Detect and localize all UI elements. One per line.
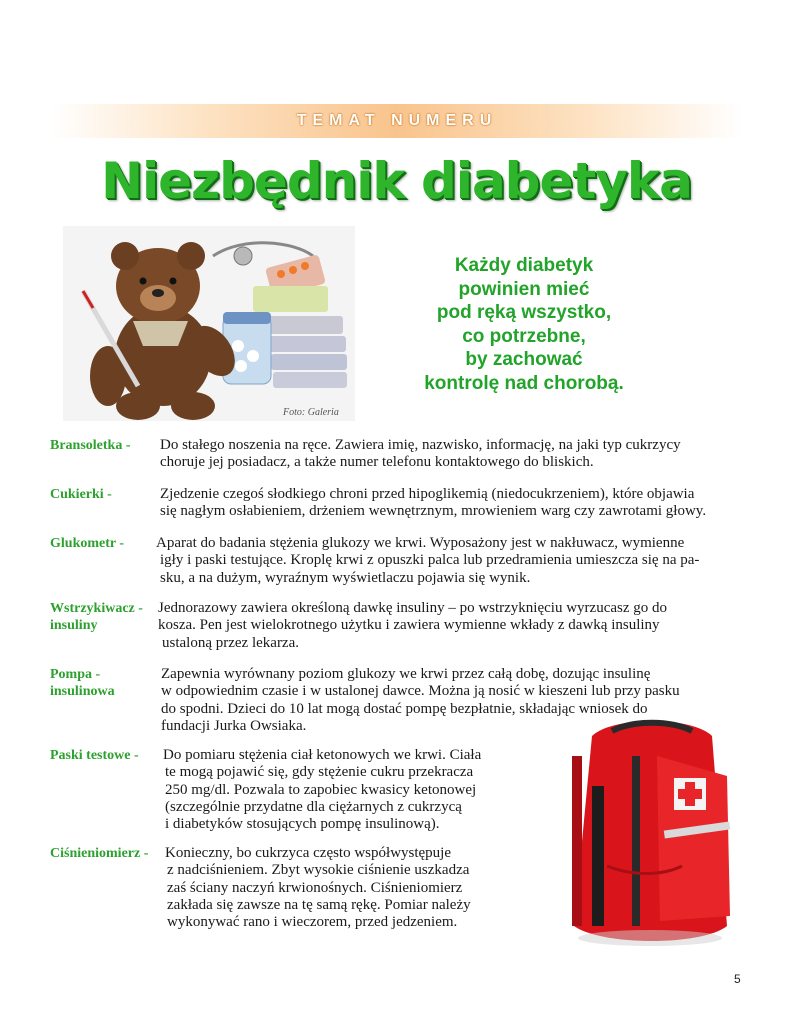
section-banner [52,104,742,138]
section-banner-label: TEMAT NUMERU [296,112,498,129]
entry-line: (szczególnie przydatne dla ciężarnych z cukrzycą [165,798,462,815]
entry-line: się nagłym osłabieniem, drżeniem wewnętrznym, mrowieniem warg czy zawrotami głowy. [160,503,707,520]
entry-line: kosza. Pen jest wielokrotnego użytku i zawiera wymienne wkłady z dawką insuliny [158,617,660,634]
entry-line: 250 mg/dl. Pozwala to zapobiec kwasicy ketonowej [165,781,477,798]
entry-insulin-pen-text [158,600,667,652]
term-line: insulinowa [50,684,115,700]
entry-candies-text [160,486,706,521]
entry-line: Aparat do badania stężenia glukozy we krwi. Wyposażony jest w nakłuwacz, wymienne [156,535,685,551]
page-number: 5 [734,972,741,986]
page-title: Niezbędnik diabetyka [101,152,692,210]
entry-line: Konieczny, bo cukrzyca często współwystępuje [165,845,452,861]
term-line: Pompa - [50,667,101,682]
term-insulin-pen [50,600,143,635]
lead-line: Każdy diabetyk [454,255,594,276]
term-line: insuliny [50,618,98,634]
entry-line: Jednorazowy zawiera określoną dawkę insuliny – po wstrzyknięciu wyrzucasz go do [158,600,668,616]
lead-line: kontrolę nad chorobą. [424,372,624,394]
lead-line: co potrzebne, [462,325,586,347]
entry-line: Zjedzenie czegoś słodkiego chroni przed hipoglikemią (niedocukrzeniem), które objawia [160,486,695,502]
first-aid-backpack-photo [552,716,748,950]
entry-bracelet-text [160,437,681,472]
term-test-strips: Paski testowe - [50,748,139,763]
entry-line: z nadciśnieniem. Zbyt wysokie ciśnienie uszkadza [167,862,470,879]
term-glucometer: Glukometr - [50,536,125,551]
entry-line: te mogą pojawić się, gdy stężenie cukru przekracza [165,764,474,781]
lead-line: by zachować [465,349,583,370]
lead-line: pod ręką wszystko, [436,302,612,323]
entry-line: Do stałego noszenia na ręce. Zawiera imię, nazwisko, informację, na jaki typ cukrzycy [160,437,681,453]
entry-line: igły i paski testujące. Kroplę krwi z opuszki palca lub przedramienia umieszcza się na pa- [160,552,700,569]
entry-line: sku, a na dużym, wyraźnym wyświetlaczu pojawia się wynik. [160,569,531,586]
term-insulin-pump [50,666,115,701]
entry-line: w odpowiednim czasie i w ustalonej dawce. Można ją nosić w kieszeni lub przy pasku [161,683,680,700]
lead-line: powinien mieć [458,278,590,300]
entry-line: zaś ściany naczyń krwionośnych. Ciśnieniomierz [167,879,463,896]
entry-line: Do pomiaru stężenia ciał ketonowych we krwi. Ciała [163,747,482,763]
entry-line: i diabetyków stosujących pompę insulinową). [165,816,440,833]
entry-line: choruje jej posiadacz, a także numer telefonu kontaktowego do bliskich. [160,454,594,471]
entry-blood-pressure-text [165,845,471,931]
photo-caption: Foto: Galeria [283,407,339,418]
entry-test-strips-text [163,747,481,833]
entry-line: do spodni. Dzieci do 10 lat mogą dostać pompę bezpłatnie, składając wniosek do [161,700,648,717]
entry-line: zakłada się zawsze na tę samą rękę. Pomiar należy [167,896,471,913]
entry-line: ustaloną przez lekarza. [162,634,299,651]
term-line: Wstrzykiwacz - [50,601,143,616]
entry-line: wykonywać rano i wieczorem, przed jedzeniem. [167,914,458,931]
term-bracelet: Bransoletka - [50,438,131,453]
term-blood-pressure-monitor: Ciśnieniomierz - [50,846,149,861]
lead-text [398,254,650,395]
entry-line: fundacji Jurka Owsiaka. [161,717,307,734]
teddy-bear-photo [63,226,355,421]
entry-line: Zapewnia wyrównany poziom glukozy we krwi przez całą dobę, dozując insulinę [161,666,651,682]
term-candies: Cukierki - [50,487,112,502]
entry-glucometer-text [156,535,699,587]
